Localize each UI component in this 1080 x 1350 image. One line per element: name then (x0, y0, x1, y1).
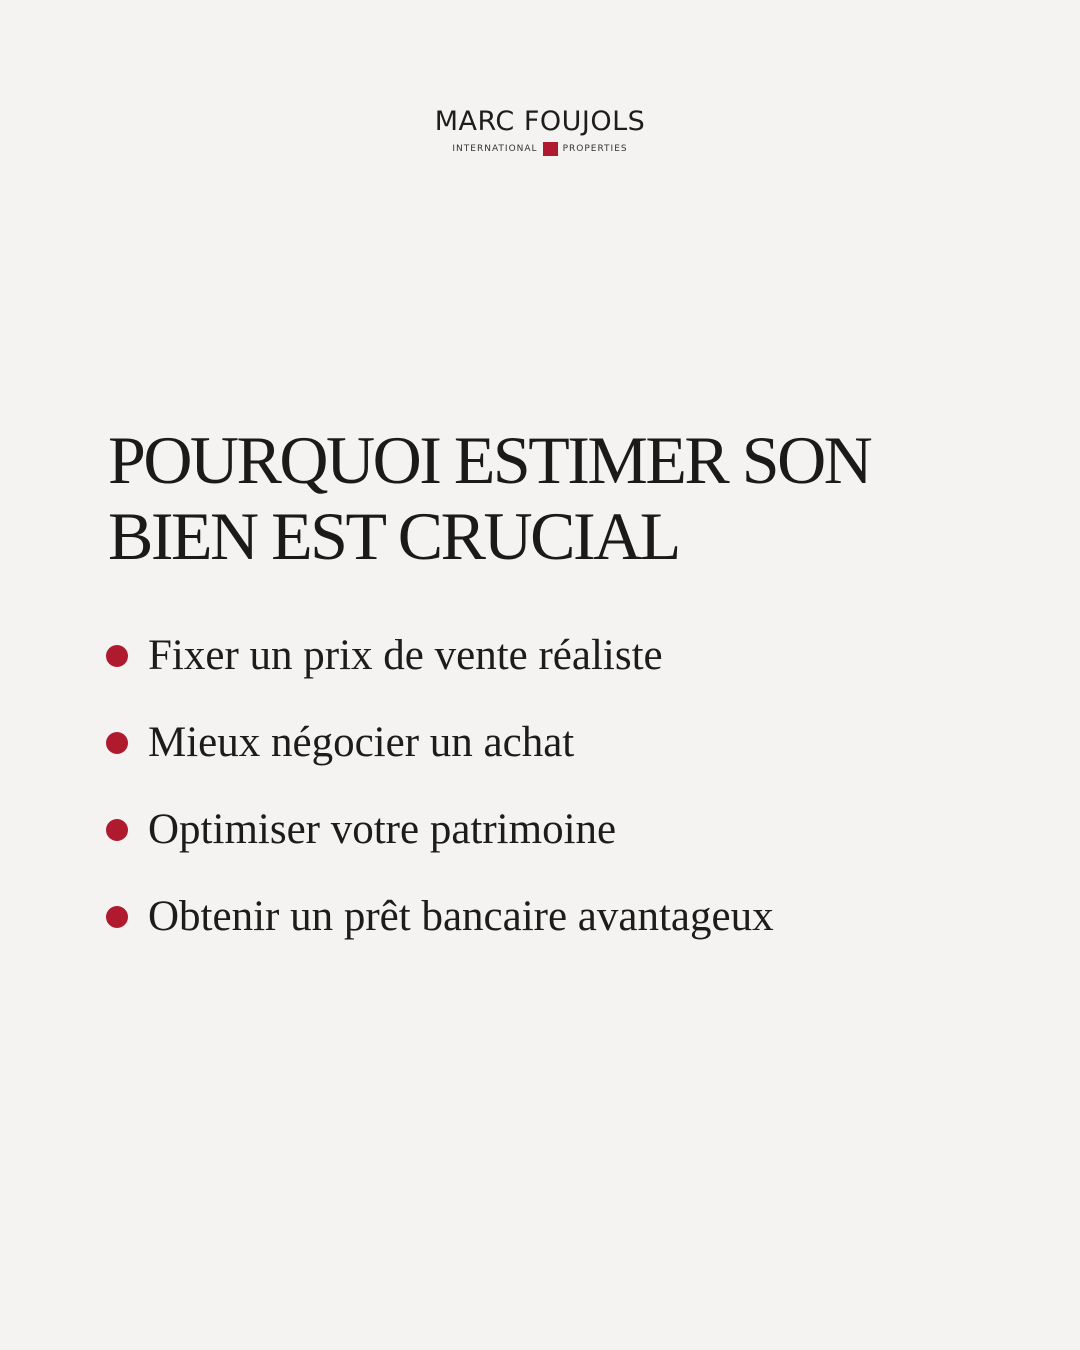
brand-tagline (0, 142, 1080, 156)
list-item (106, 612, 774, 699)
brand-tagline-right: PROPERTIES (562, 144, 628, 154)
bullet-dot-icon (106, 645, 128, 667)
bullet-dot-icon (106, 819, 128, 841)
list-item-text: Optimiser votre patrimoine (148, 805, 617, 853)
brand-square-icon (543, 142, 558, 156)
list-item (106, 786, 774, 873)
bullet-dot-icon (106, 906, 128, 928)
list-item-text: Mieux négocier un achat (148, 718, 575, 766)
brand-tagline-left: INTERNATIONAL (452, 144, 538, 154)
bullet-dot-icon (106, 732, 128, 754)
list-item (106, 699, 774, 786)
list-item-text: Obtenir un prêt bancaire avantageux (148, 892, 774, 940)
brand-logo (0, 106, 1080, 156)
reasons-list (106, 612, 774, 960)
page-title: POURQUOI ESTIMER SON BIEN EST CRUCIAL (108, 422, 871, 574)
brand-name: MARC FOUJOLS (434, 106, 646, 137)
list-item (106, 873, 774, 960)
list-item-text: Fixer un prix de vente réaliste (148, 631, 663, 679)
